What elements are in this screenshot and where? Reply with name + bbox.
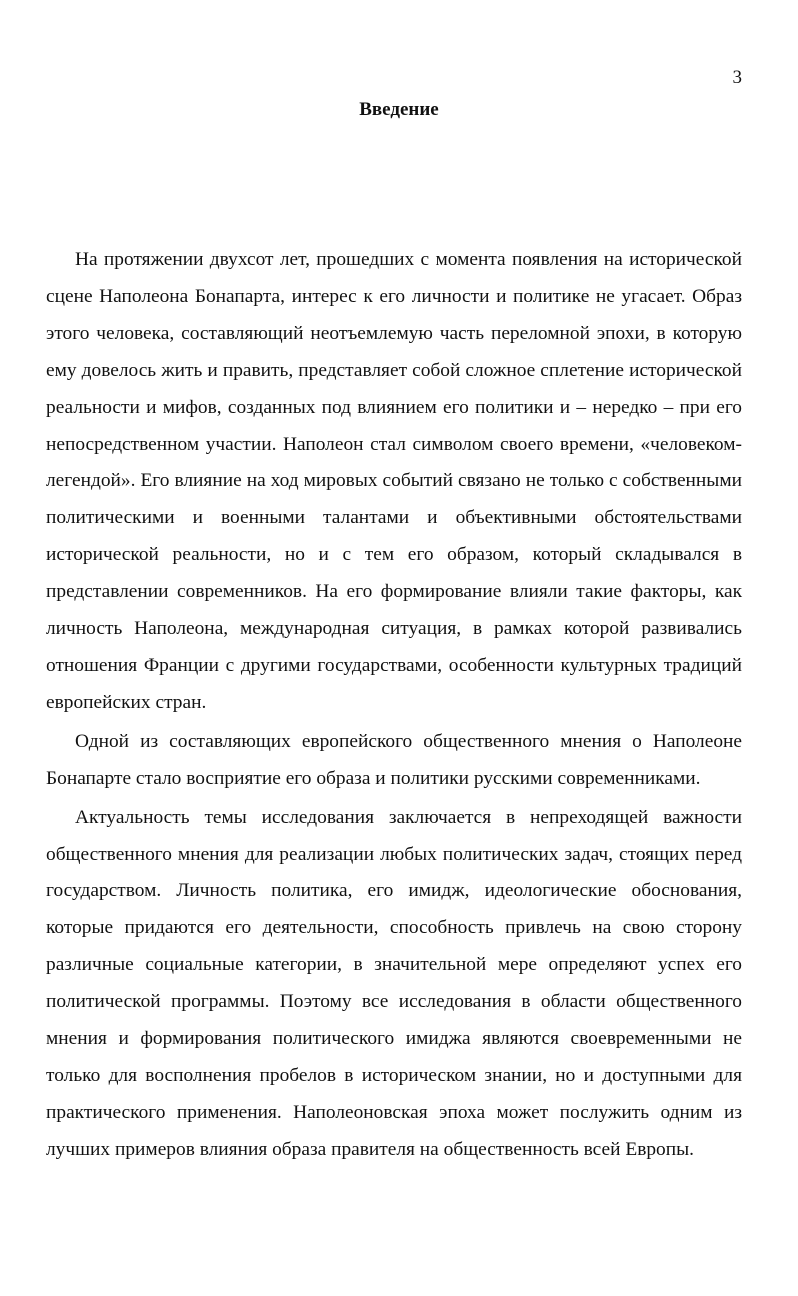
paragraph-relevance: Актуальность темы исследования заключается в непреходящей важности общественного мнения для реализации любых политических задач, стоящих перед государством. Личность политика, его имидж, идеологические обоснования, которые придаются его деятельности, способность привлечь на свою сторону различные социальные категории, в значительной мере определяют успех его политической программы. Поэтому все исследования в области общественного мнения и формирования политического имиджа являются своевременными не только для восполнения пробелов в историческом знании, но и доступными для практического применения. Наполеоновская эпоха может послужить одним из лучших примеров влияния образа правителя на общественность всей Европы. bbox=[46, 806, 742, 1160]
page-title: Введение bbox=[359, 99, 439, 120]
paragraph-public-opinion: Одной из составляющих европейского общественного мнения о Наполеоне Бонапарте стало восприятие его образа и политики русскими современниками. bbox=[46, 730, 742, 789]
page-number: 3 bbox=[732, 67, 742, 88]
body-text bbox=[46, 242, 742, 1169]
paragraph-intro: На протяжении двухсот лет, прошедших с момента появления на исторической сцене Наполеона Бонапарта, интерес к его личности и политике не угасает. Образ этого человека, составляющий неотъемлемую часть переломной эпохи, в которую ему довелось жить и править, представляет собой сложное сплетение исторической реальности и мифов, созданных под влиянием его политики и – нередко – при его непосредственном участии. Наполеон стал символом своего времени, «человеком-легендой». Его влияние на ход мировых событий связано не только с собственными политическими и военными талантами и объективными обстоятельствами исторической реальности, но и с тем его образом, который складывался в представлении современников. На его формирование влияли такие факторы, как личность Наполеона, международная ситуация, в рамках которой развивались отношения Франции с другими государствами, особенности культурных традиций европейских стран. bbox=[46, 249, 742, 713]
